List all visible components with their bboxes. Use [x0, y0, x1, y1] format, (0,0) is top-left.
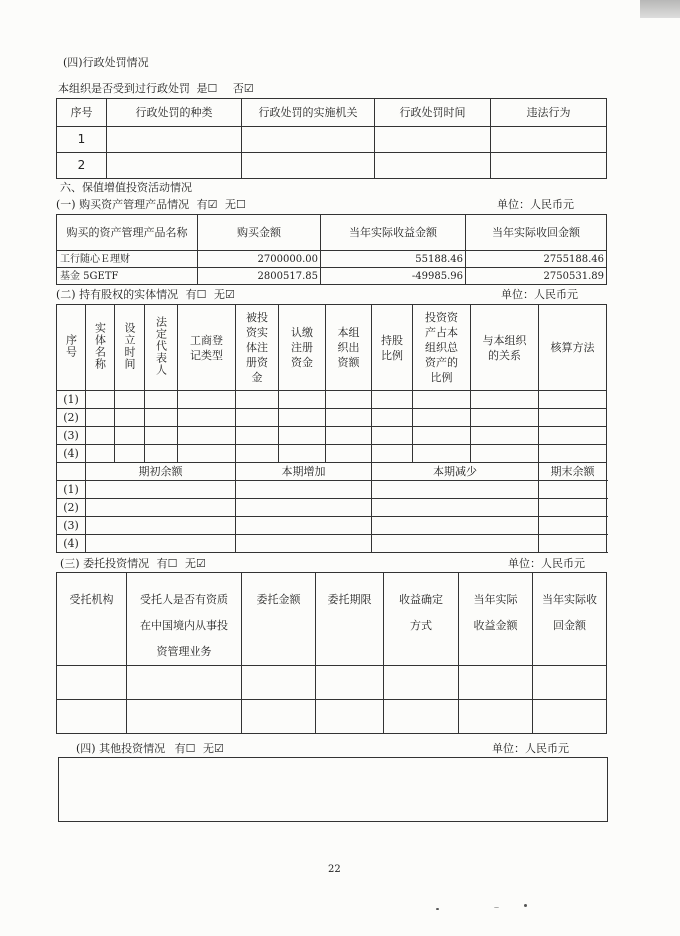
equity-header-text: 法定代表人	[154, 315, 168, 376]
equity-header-cell	[115, 305, 145, 391]
entrusted-cell[interactable]	[459, 700, 533, 734]
other-investment-has-checkbox[interactable]: 有☐	[174, 742, 196, 755]
equity-header-cell	[57, 305, 86, 391]
equity-balance-header: 期初余额	[86, 463, 236, 481]
equity-header-text: 实体名称	[93, 321, 107, 370]
admin-header-cell: 序号	[57, 99, 107, 127]
asset-products-unit: 单位：人民币元	[497, 198, 574, 211]
admin-row-number: 2	[57, 153, 107, 179]
entrusted-unit: 单位：人民币元	[508, 557, 585, 570]
other-investment-none-checkbox[interactable]: 无☑	[202, 742, 224, 755]
asset-header-cell: 当年实际收回金额	[466, 215, 607, 251]
equity-header-cell: 工商登 记类型	[178, 305, 236, 391]
entrusted-heading	[60, 557, 206, 571]
asset-product-income: -49985.96	[321, 268, 466, 285]
asset-products-has-checkbox[interactable]: 有☑	[196, 198, 218, 211]
entrusted-header-cell: 受托人是否有资质 在中国境内从事投 资管理业务	[127, 573, 242, 666]
equity-row-number: (1)	[57, 391, 86, 409]
asset-product-recovered: 2755188.46	[466, 251, 607, 268]
equity-header-text: 设立时间	[123, 321, 136, 370]
entrusted-cell[interactable]	[242, 666, 316, 700]
asset-header-cell: 当年实际收益金额	[321, 215, 466, 251]
asset-product-name: 工行随心Ｅ理财	[57, 251, 198, 268]
admin-penalty-table	[56, 98, 607, 179]
scan-speck	[524, 904, 527, 907]
admin-header-cell: 行政处罚的实施机关	[242, 99, 375, 127]
admin-row-number: 1	[57, 127, 107, 153]
entrusted-header-cell: 当年实际收 回金额	[533, 573, 607, 666]
entrusted-header-cell: 委托金额	[242, 573, 316, 666]
equity-balance-row-number: (1)	[57, 481, 86, 499]
equity-row-number: (3)	[57, 427, 86, 445]
entrusted-cell[interactable]	[127, 700, 242, 734]
entrusted-cell[interactable]	[533, 666, 607, 700]
admin-penalty-title: (四)行政处罚情况	[63, 56, 149, 69]
entrusted-cell[interactable]	[127, 666, 242, 700]
equity-heading	[56, 288, 235, 302]
equity-balance-header: 本期减少	[372, 463, 539, 481]
asset-header-cell: 购买金额	[198, 215, 321, 251]
equity-balance-blank	[57, 463, 86, 481]
admin-cell[interactable]	[107, 127, 242, 153]
equity-balance-header: 期末余额	[539, 463, 607, 481]
asset-product-amount: 2700000.00	[198, 251, 321, 268]
admin-cell[interactable]	[491, 153, 607, 179]
admin-cell[interactable]	[491, 127, 607, 153]
equity-table	[56, 304, 607, 553]
equity-none-checkbox[interactable]: 无☑	[213, 288, 235, 301]
admin-penalty-yes-checkbox[interactable]: 是☐	[196, 82, 218, 95]
entrusted-header-cell: 收益确定 方式	[384, 573, 459, 666]
equity-header-cell: 本组 织出 资额	[326, 305, 372, 391]
page-number: 22	[328, 864, 341, 875]
other-investment-unit: 单位：人民币元	[492, 742, 569, 755]
admin-cell[interactable]	[375, 127, 491, 153]
entrusted-cell[interactable]	[384, 666, 459, 700]
equity-header-cell: 与本组织 的关系	[471, 305, 539, 391]
equity-header-cell	[86, 305, 115, 391]
admin-cell[interactable]	[242, 153, 375, 179]
admin-penalty-question-text: 本组织是否受到过行政处罚	[58, 82, 190, 95]
scan-speck	[436, 908, 439, 910]
equity-title: (二) 持有股权的实体情况	[56, 288, 179, 301]
scan-corner-shadow	[640, 0, 680, 18]
entrusted-header-cell: 受托机构	[57, 573, 127, 666]
entrusted-cell[interactable]	[57, 700, 127, 734]
asset-product-recovered: 2750531.89	[466, 268, 607, 285]
admin-cell[interactable]	[242, 127, 375, 153]
other-investment-box[interactable]	[58, 757, 608, 822]
entrusted-cell[interactable]	[459, 666, 533, 700]
entrusted-cell[interactable]	[533, 700, 607, 734]
entrusted-title: (三) 委托投资情况	[60, 557, 150, 570]
admin-cell[interactable]	[107, 153, 242, 179]
equity-header-cell: 投资资 产占本 组织总 资产的 比例	[413, 305, 471, 391]
entrusted-none-checkbox[interactable]: 无☑	[184, 557, 206, 570]
equity-header-cell: 持股 比例	[372, 305, 413, 391]
equity-header-text: 序号	[64, 333, 78, 358]
equity-row-number: (4)	[57, 445, 86, 463]
admin-header-cell: 行政处罚时间	[375, 99, 491, 127]
asset-product-name: 基金 5GETF	[57, 268, 198, 285]
asset-products-title: (一) 购买资产管理产品情况	[56, 198, 190, 211]
other-investment-heading	[76, 742, 224, 756]
admin-penalty-question	[58, 82, 254, 96]
asset-products-none-checkbox[interactable]: 无☐	[224, 198, 246, 211]
equity-header-cell: 核算方法	[539, 305, 607, 391]
equity-row-number: (2)	[57, 409, 86, 427]
entrusted-header-cell: 当年实际 收益金额	[459, 573, 533, 666]
equity-unit: 单位：人民币元	[501, 288, 578, 301]
equity-balance-row-number: (2)	[57, 499, 86, 517]
asset-products-heading	[56, 198, 246, 212]
entrusted-header-cell: 委托期限	[316, 573, 384, 666]
equity-header-cell: 认缴 注册 资金	[279, 305, 326, 391]
admin-cell[interactable]	[375, 153, 491, 179]
entrusted-has-checkbox[interactable]: 有☐	[156, 557, 178, 570]
other-investment-title: (四) 其他投资情况	[76, 742, 166, 755]
equity-has-checkbox[interactable]: 有☐	[185, 288, 207, 301]
entrusted-cell[interactable]	[57, 666, 127, 700]
admin-header-cell: 违法行为	[491, 99, 607, 127]
equity-header-cell: 被投 资实 体注 册资 金	[236, 305, 279, 391]
entrusted-cell[interactable]	[316, 666, 384, 700]
equity-balance-header: 本期增加	[236, 463, 372, 481]
equity-balance-row-number: (4)	[57, 535, 86, 553]
entrusted-cell[interactable]	[316, 700, 384, 734]
admin-header-cell: 行政处罚的种类	[107, 99, 242, 127]
admin-penalty-no-checkbox[interactable]: 否☑	[232, 82, 254, 95]
asset-product-income: 55188.46	[321, 251, 466, 268]
entrusted-cell[interactable]	[242, 700, 316, 734]
asset-product-amount: 2800517.85	[198, 268, 321, 285]
entrusted-cell[interactable]	[384, 700, 459, 734]
investment-section-title: 六、保值增值投资活动情况	[60, 181, 192, 194]
equity-balance-row-number: (3)	[57, 517, 86, 535]
asset-products-table	[56, 214, 607, 285]
asset-header-cell: 购买的资产管理产品名称	[57, 215, 198, 251]
scan-speck	[494, 907, 499, 908]
equity-header-cell	[145, 305, 178, 391]
entrusted-table	[56, 572, 607, 734]
